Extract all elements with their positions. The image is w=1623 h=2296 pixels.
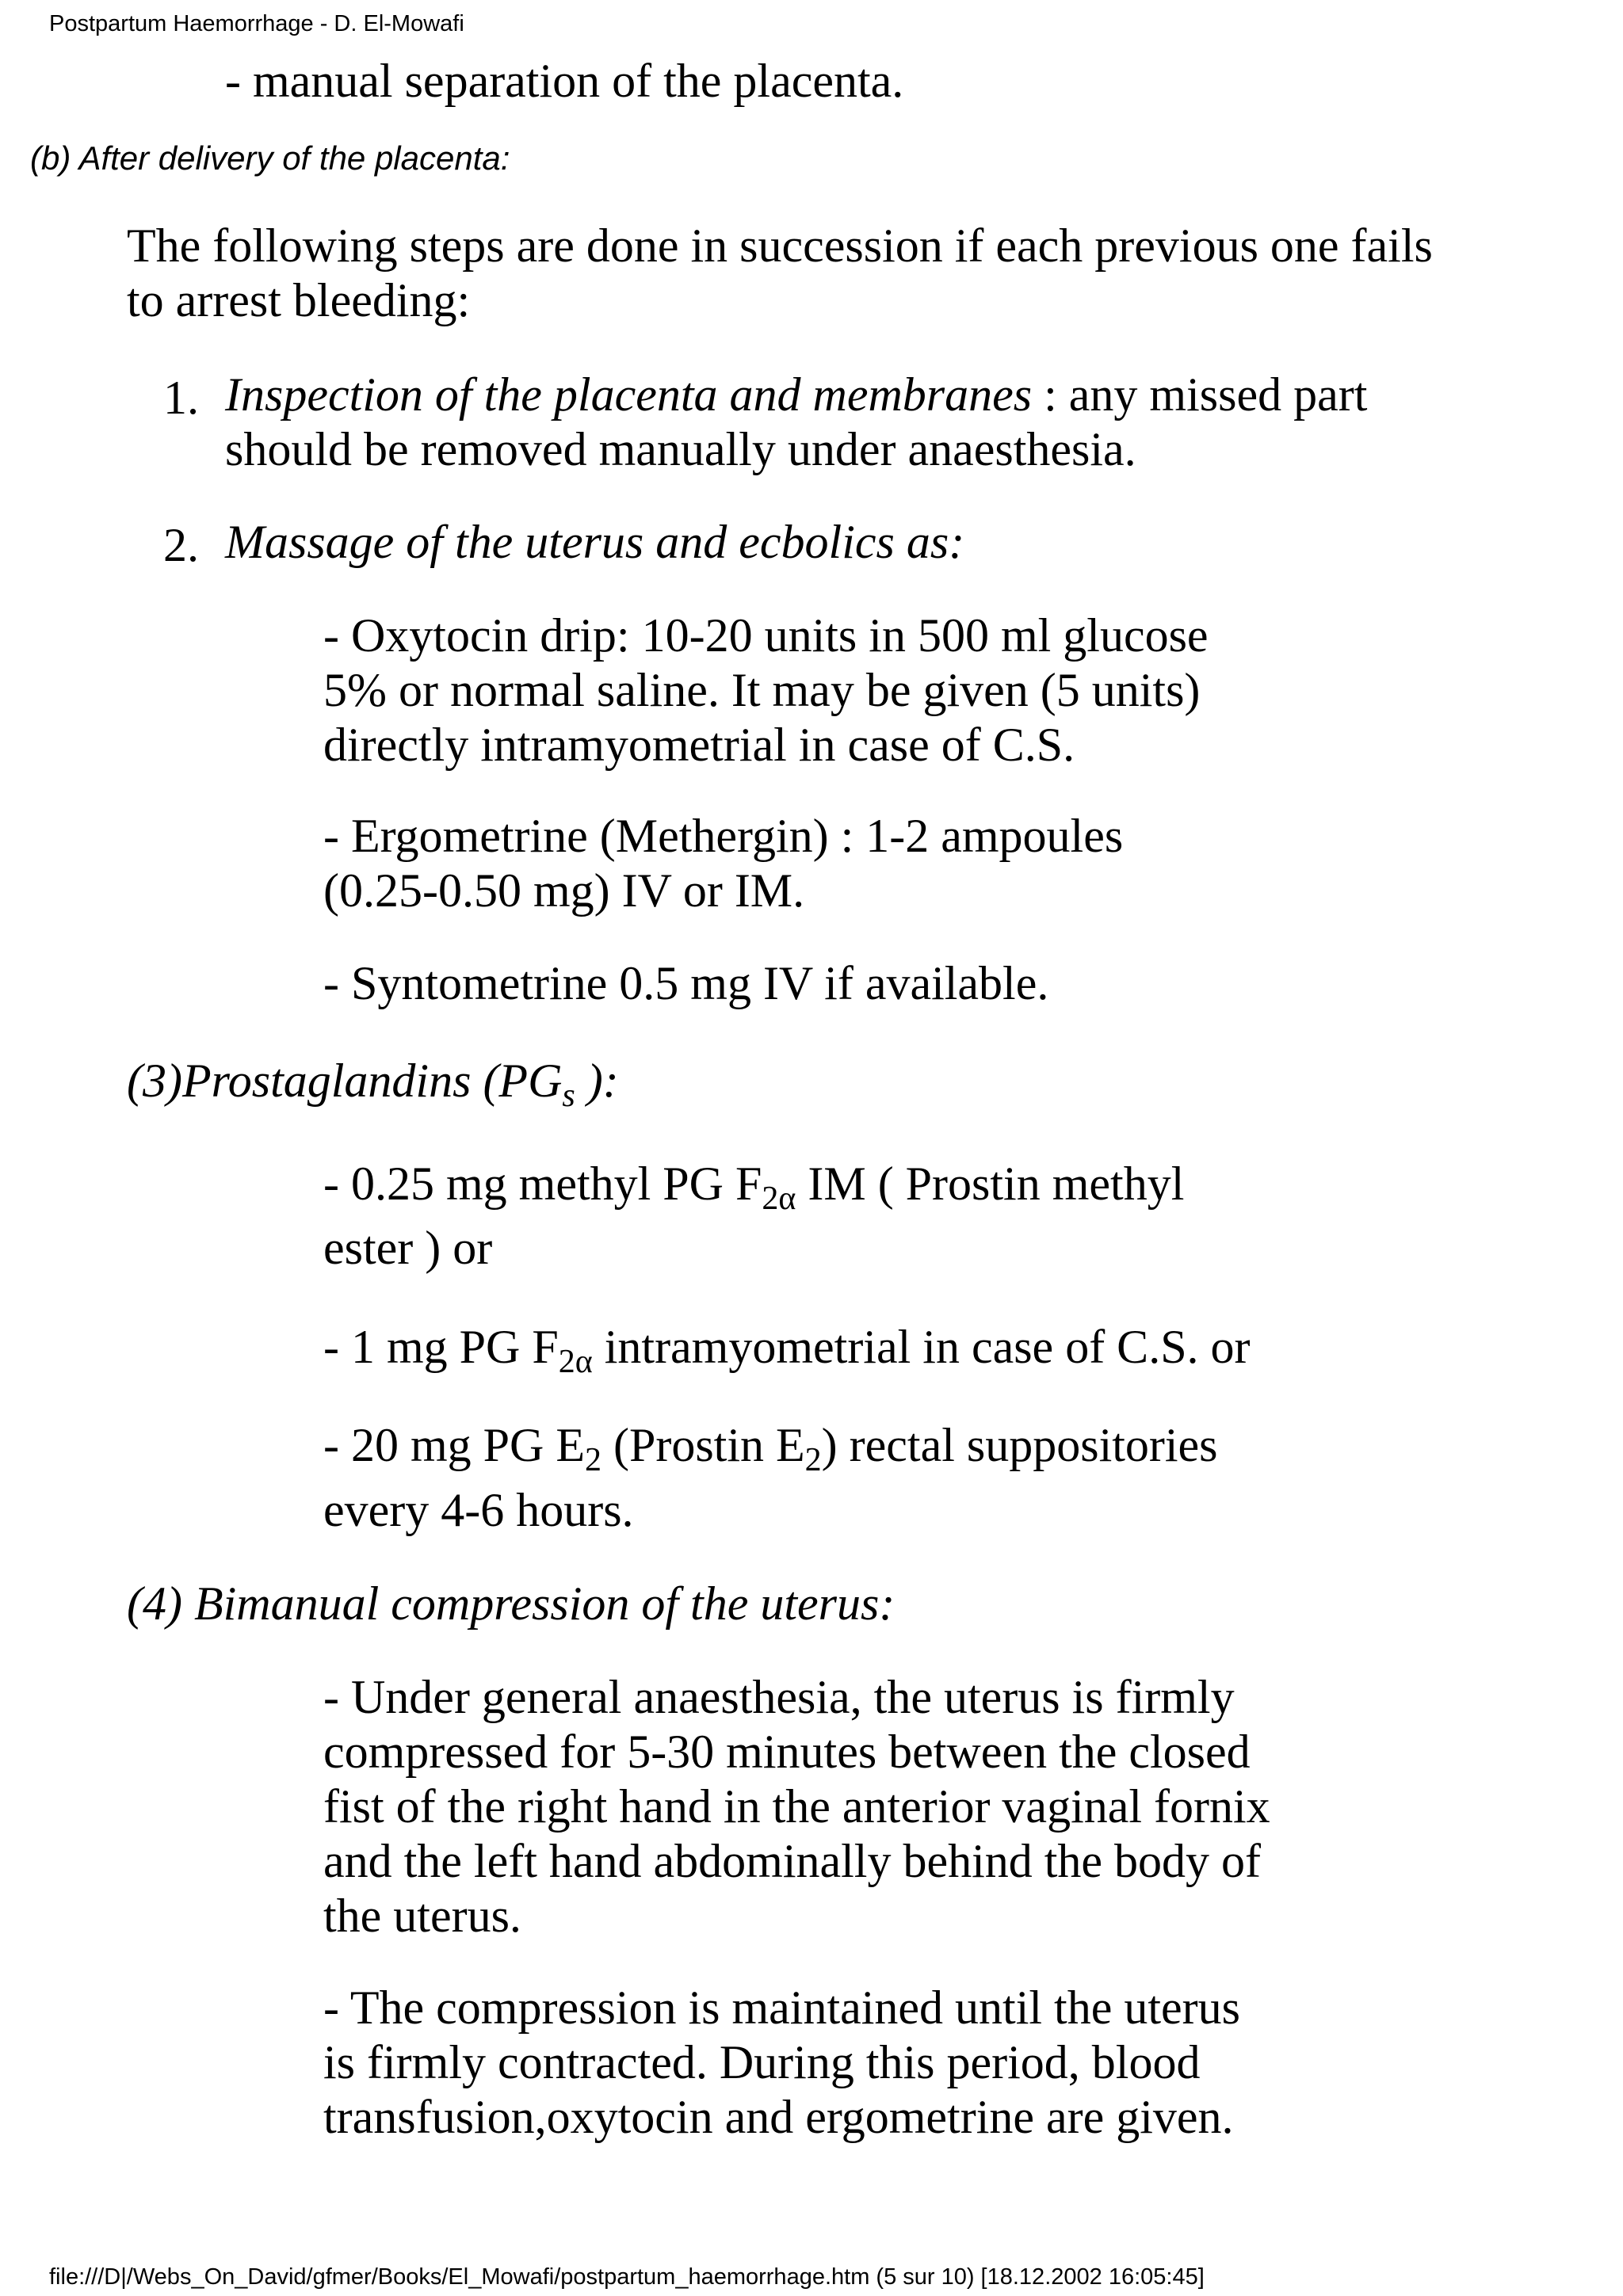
step-1-rest: : any missed part — [1032, 368, 1368, 421]
prostaglandins-heading-subscript: s — [562, 1077, 575, 1114]
bimanual-para-1-line-3: fist of the right hand in the anterior vaginal fornix — [323, 1780, 1270, 1833]
oxytocin-line-1: - Oxytocin drip: 10-20 units in 500 ml glucose — [323, 609, 1209, 662]
page-header-title: Postpartum Haemorrhage - D. El-Mowafi — [49, 11, 464, 36]
pg-e2-line-2: every 4-6 hours. — [323, 1484, 634, 1536]
pg-f2a-intramyometrial-subscript: 2α — [558, 1344, 593, 1380]
oxytocin-line-3: directly intramyometrial in case of C.S. — [323, 719, 1075, 771]
prostaglandins-heading-close: ): — [575, 1055, 619, 1107]
pg-e2-line-1 — [323, 1418, 1218, 1478]
pg-f2a-intramyometrial-text: - 1 mg PG F — [323, 1321, 559, 1373]
pg-f2a-intramyometrial-rest: intramyometrial in case of C.S. or — [592, 1321, 1251, 1373]
section-b-heading: (b) After delivery of the placenta: — [30, 139, 510, 177]
pg-f2a-methyl-line-1 — [323, 1157, 1185, 1217]
pg-e2-rest: ) rectal suppositories — [821, 1419, 1218, 1471]
bimanual-compression-heading: (4) Bimanual compression of the uterus: — [127, 1577, 896, 1630]
prostaglandins-heading — [127, 1054, 619, 1114]
ergometrine-line-2: (0.25-0.50 mg) IV or IM. — [323, 864, 805, 917]
step-1-number: 1. — [163, 372, 199, 424]
bimanual-para-2-line-1: - The compression is maintained until the uterus — [323, 1981, 1240, 2034]
pg-f2a-methyl-subscript: 2α — [762, 1180, 796, 1217]
bimanual-para-1-line-1: - Under general anaesthesia, the uterus is firmly — [323, 1671, 1235, 1723]
prostaglandins-heading-text: (3)Prostaglandins (PG — [127, 1055, 563, 1107]
pg-e2-subscript-2: 2 — [804, 1442, 822, 1478]
pg-f2a-intramyometrial-line — [323, 1320, 1251, 1380]
step-2-title: Massage of the uterus and ecbolics as: — [225, 516, 965, 568]
step-1-title: Inspection of the placenta and membranes — [225, 368, 1033, 421]
bimanual-para-1-line-4: and the left hand abdominally behind the body of — [323, 1835, 1262, 1887]
bimanual-para-2-line-3: transfusion,oxytocin and ergometrine are given. — [323, 2091, 1234, 2143]
pg-e2-mid: (Prostin E — [601, 1419, 805, 1471]
step-1-line-1 — [225, 368, 1367, 422]
bimanual-para-1-line-5: the uterus. — [323, 1890, 521, 1942]
pg-e2-text: - 20 mg PG E — [323, 1419, 585, 1471]
pg-e2-subscript-1: 2 — [585, 1442, 601, 1478]
syntometrine-line: - Syntometrine 0.5 mg IV if available. — [323, 957, 1049, 1009]
step-2-number: 2. — [163, 519, 199, 571]
bimanual-para-1-line-2: compressed for 5-30 minutes between the closed — [323, 1726, 1251, 1778]
manual-separation-item: - manual separation of the placenta. — [225, 55, 904, 107]
bimanual-para-2-line-2: is firmly contracted. During this period, blood — [323, 2036, 1201, 2088]
pg-f2a-methyl-rest: IM ( Prostin methyl — [796, 1158, 1185, 1210]
step-1-line-2: should be removed manually under anaesthesia. — [225, 423, 1136, 475]
pg-f2a-methyl-line-2: ester ) or — [323, 1222, 493, 1274]
pg-f2a-methyl-text: - 0.25 mg methyl PG F — [323, 1158, 762, 1210]
oxytocin-line-2: 5% or normal saline. It may be given (5 units) — [323, 664, 1201, 716]
intro-line-1: The following steps are done in succession if each previous one fails — [127, 219, 1433, 272]
intro-line-2: to arrest bleeding: — [127, 274, 471, 326]
ergometrine-line-1: - Ergometrine (Methergin) : 1-2 ampoules — [323, 810, 1124, 862]
page-footer-url: file:///D|/Webs_On_David/gfmer/Books/El_Mowafi/postpartum_haemorrhage.htm (5 sur 10) [18.12.2002 16:05:45] — [49, 2264, 1205, 2290]
